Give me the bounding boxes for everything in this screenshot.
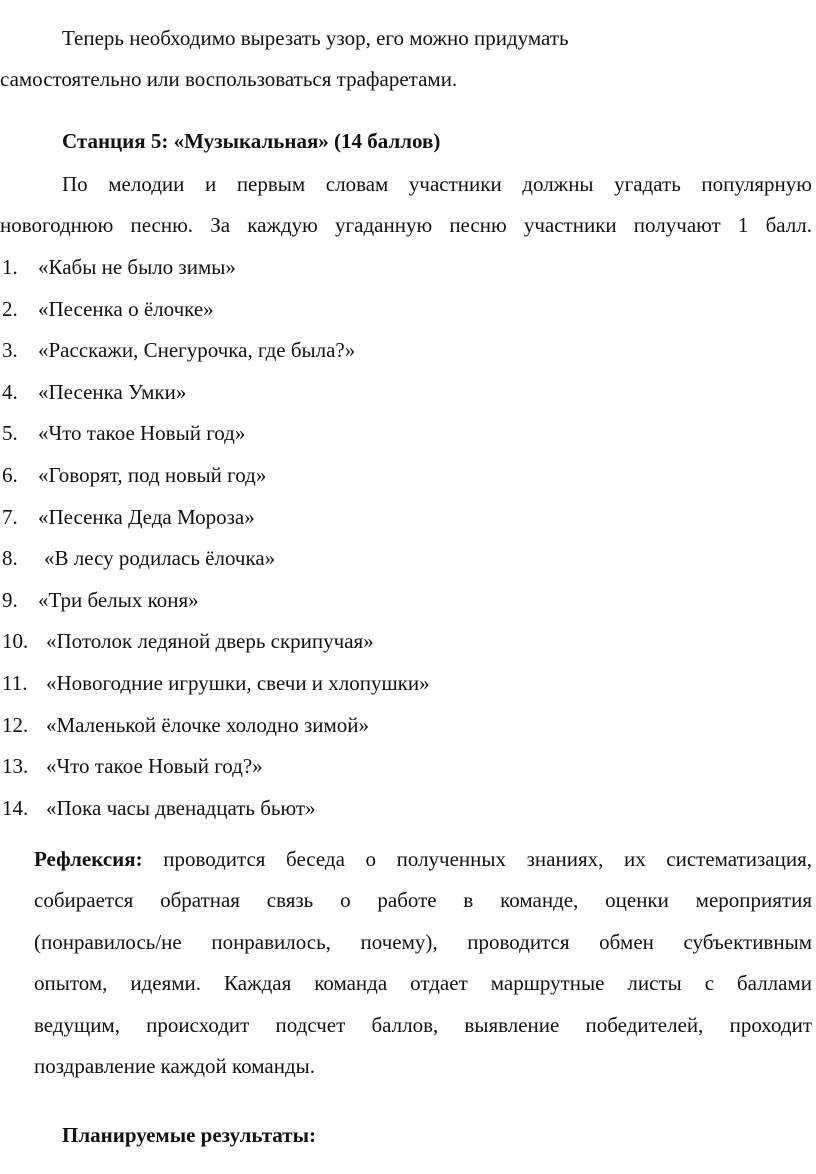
list-item-number: 12. — [2, 712, 29, 737]
list-item-number: 6. — [2, 463, 18, 487]
list-item-number: 7. — [2, 504, 18, 529]
reflection-line-4: опытом, идеями. Каждая команда отдает маршрутные листы с баллами — [34, 971, 812, 995]
list-item-number: 13. — [2, 754, 29, 779]
intro-line-1: Теперь необходимо вырезать узор, его можно придумать — [62, 26, 569, 50]
list-item-title: «Пока часы двенадцать бьют» — [46, 795, 316, 820]
list-item-number: 14. — [2, 795, 29, 820]
list-item-title: «Потолок ледяной дверь скрипучая» — [46, 629, 374, 654]
results-title: Планируемые результаты: — [62, 1123, 316, 1147]
reflection-line-1 — [34, 846, 812, 872]
list-item-number: 10. — [2, 629, 29, 654]
reflection-text-1: проводится беседа о полученных знаниях, их систематизация, — [163, 847, 813, 871]
intro-line-2: самостоятельно или воспользоваться трафаретами. — [0, 67, 458, 91]
station-desc-line-2: новогоднюю песню. За каждую угаданную песню участники получают 1 балл. — [0, 213, 812, 237]
list-item-title: «В лесу родилась ёлочка» — [44, 546, 276, 571]
list-item-title: «Песенка Деда Мороза» — [38, 504, 255, 529]
station-title: Станция 5: «Музыкальная» (14 баллов) — [62, 129, 441, 153]
reflection-line-5: ведущим, происходит подсчет баллов, выявление победителей, проходит — [34, 1013, 812, 1037]
list-item-title: «Песенка Умки» — [38, 379, 187, 404]
list-item-title: «Что такое Новый год?» — [46, 754, 263, 779]
list-item-number: 11. — [2, 671, 28, 695]
list-item-title: «Песенка о ёлочке» — [38, 296, 214, 321]
list-item-number: 4. — [2, 379, 18, 404]
list-item-number: 2. — [2, 296, 18, 321]
reflection-line-3: (понравилось/не понравилось, почему), проводится обмен субъективным — [34, 930, 812, 954]
reflection-line-2: собирается обратная связь о работе в команде, оценки мероприятия — [34, 888, 812, 912]
list-item-title: «Новогодние игрушки, свечи и хлопушки» — [46, 671, 430, 695]
list-item-number: 8. — [2, 546, 18, 571]
station-desc-line-1: По мелодии и первым словам участники должны угадать популярную — [62, 172, 812, 196]
list-item-title: «Расскажи, Снегурочка, где была?» — [38, 338, 356, 363]
list-item-title: «Три белых коня» — [38, 587, 199, 612]
list-item-title: «Кабы не было зимы» — [38, 255, 236, 279]
list-item-number: 9. — [2, 587, 18, 612]
reflection-label: Рефлексия: — [34, 847, 143, 871]
reflection-line-6: поздравление каждой команды. — [34, 1054, 316, 1078]
list-item-title: «Говорят, под новый год» — [38, 463, 267, 487]
list-item-number: 3. — [2, 338, 18, 363]
list-item-number: 1. — [2, 255, 18, 279]
list-item-title: «Что такое Новый год» — [38, 421, 246, 446]
list-item-title: «Маленькой ёлочке холодно зимой» — [46, 712, 370, 737]
list-item-number: 5. — [2, 421, 18, 446]
